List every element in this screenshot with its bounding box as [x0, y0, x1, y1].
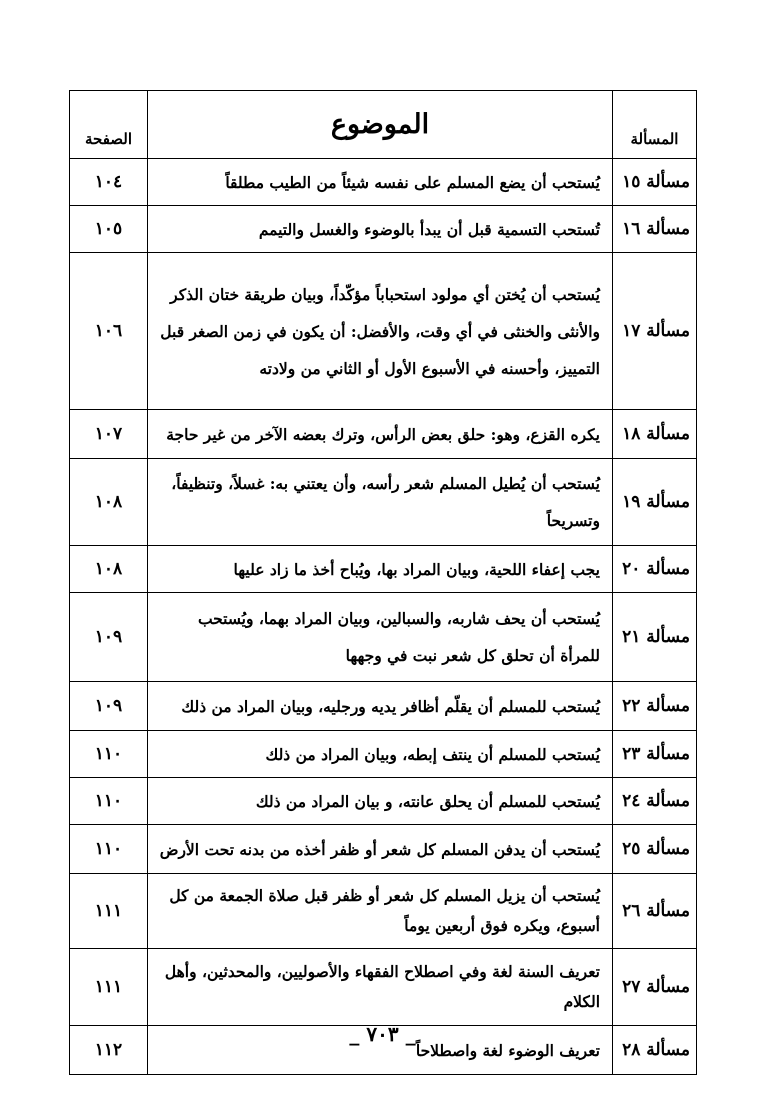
page-cell: ١٠٤ [70, 159, 148, 206]
page-cell: ١٠٨ [70, 546, 148, 593]
table-row [70, 459, 697, 546]
topic-cell: يُستحب أن يُطيل المسلم شعر رأسه، وأن يعتني به: غسلاً، وتنظيفاً، وتسريحاً [148, 459, 613, 546]
topic-cell: يُستحب أن يدفن المسلم كل شعر أو ظفر أخذه من بدنه تحت الأرض [148, 825, 613, 874]
issue-cell: مسألة ٢٠ [613, 546, 697, 593]
table-row [70, 206, 697, 253]
page-cell: ١١٠ [70, 778, 148, 825]
topic-cell: تعريف الوضوء لغة واصطلاحاً [148, 1026, 613, 1075]
table-row [70, 593, 697, 682]
page-cell: ١١٠ [70, 731, 148, 778]
issue-cell: مسألة ٢٨ [613, 1026, 697, 1075]
topic-cell: يُستحب للمسلم أن ينتف إبطه، وبيان المراد من ذلك [148, 731, 613, 778]
page-cell: ١١١ [70, 949, 148, 1026]
page-cell: ١٠٦ [70, 253, 148, 410]
page-cell: ١١٠ [70, 825, 148, 874]
topic-cell: تعريف السنة لغة وفي اصطلاح الفقهاء والأصوليين، والمحدثين، وأهل الكلام [148, 949, 613, 1026]
page-cell: ١٠٨ [70, 459, 148, 546]
table-row [70, 159, 697, 206]
issue-cell: مسألة ١٥ [613, 159, 697, 206]
page-cell: ١١٢ [70, 1026, 148, 1075]
issue-cell: مسألة ٢٦ [613, 874, 697, 949]
topic-cell: يُستحب للمسلم أن يحلق عانته، و بيان المراد من ذلك [148, 778, 613, 825]
issue-cell: مسألة ١٦ [613, 206, 697, 253]
issue-cell: مسألة ٢٥ [613, 825, 697, 874]
table-row [70, 949, 697, 1026]
table-row [70, 253, 697, 410]
topic-cell: يُستحب أن يضع المسلم على نفسه شيئاً من الطيب مطلقاً [148, 159, 613, 206]
header-topic: الموضوع [148, 91, 613, 159]
table-row [70, 682, 697, 731]
topic-cell: يكره القزع، وهو: حلق بعض الرأس، وترك بعضه الآخر من غير حاجة [148, 410, 613, 459]
issue-cell: مسألة ١٨ [613, 410, 697, 459]
table-row [70, 825, 697, 874]
page-cell: ١٠٩ [70, 682, 148, 731]
page-cell: ١٠٩ [70, 593, 148, 682]
table-row [70, 778, 697, 825]
page-cell: ١٠٧ [70, 410, 148, 459]
topic-cell: يجب إعفاء اللحية، وبيان المراد بها، ويُباح أخذ ما زاد عليها [148, 546, 613, 593]
issue-cell: مسألة ١٧ [613, 253, 697, 410]
issue-cell: مسألة ٢٧ [613, 949, 697, 1026]
page-cell: ١٠٥ [70, 206, 148, 253]
topic-cell: تُستحب التسمية قبل أن يبدأ بالوضوء والغسل والتيمم [148, 206, 613, 253]
issue-cell: مسألة ٢٤ [613, 778, 697, 825]
table-row [70, 874, 697, 949]
topic-cell: يُستحب أن يحف شاربه، والسبالين، وبيان المراد بهما، ويُستحب للمرأة أن تحلق كل شعر نبت في وجهها [148, 593, 613, 682]
header-issue: المسألة [613, 91, 697, 159]
table-row [70, 546, 697, 593]
issue-cell: مسألة ٢١ [613, 593, 697, 682]
table-row [70, 410, 697, 459]
table-header-row [70, 91, 697, 159]
index-table [69, 90, 697, 1075]
table-row [70, 731, 697, 778]
header-page: الصفحة [70, 91, 148, 159]
page-cell: ١١١ [70, 874, 148, 949]
topic-cell: يُستحب للمسلم أن يقلّم أظافر يديه ورجليه، وبيان المراد من ذلك [148, 682, 613, 731]
topic-cell: يُستحب أن يزيل المسلم كل شعر أو ظفر قبل صلاة الجمعة من كل أسبوع، ويكره فوق أربعين يوماً [148, 874, 613, 949]
issue-cell: مسألة ٢٣ [613, 731, 697, 778]
page-number: _ ٧٠٣ _ [349, 1022, 416, 1046]
topic-cell: يُستحب أن يُختن أي مولود استحباباً مؤكّداً، وبيان طريقة ختان الذكر والأنثى والخنثى في أي وقت، والأفضل: أن يكون في زمن الصغر قبل التمييز، وأحسنه في الأسبوع الأول أو الثاني من ولادته [148, 253, 613, 410]
issue-cell: مسألة ٢٢ [613, 682, 697, 731]
issue-cell: مسألة ١٩ [613, 459, 697, 546]
